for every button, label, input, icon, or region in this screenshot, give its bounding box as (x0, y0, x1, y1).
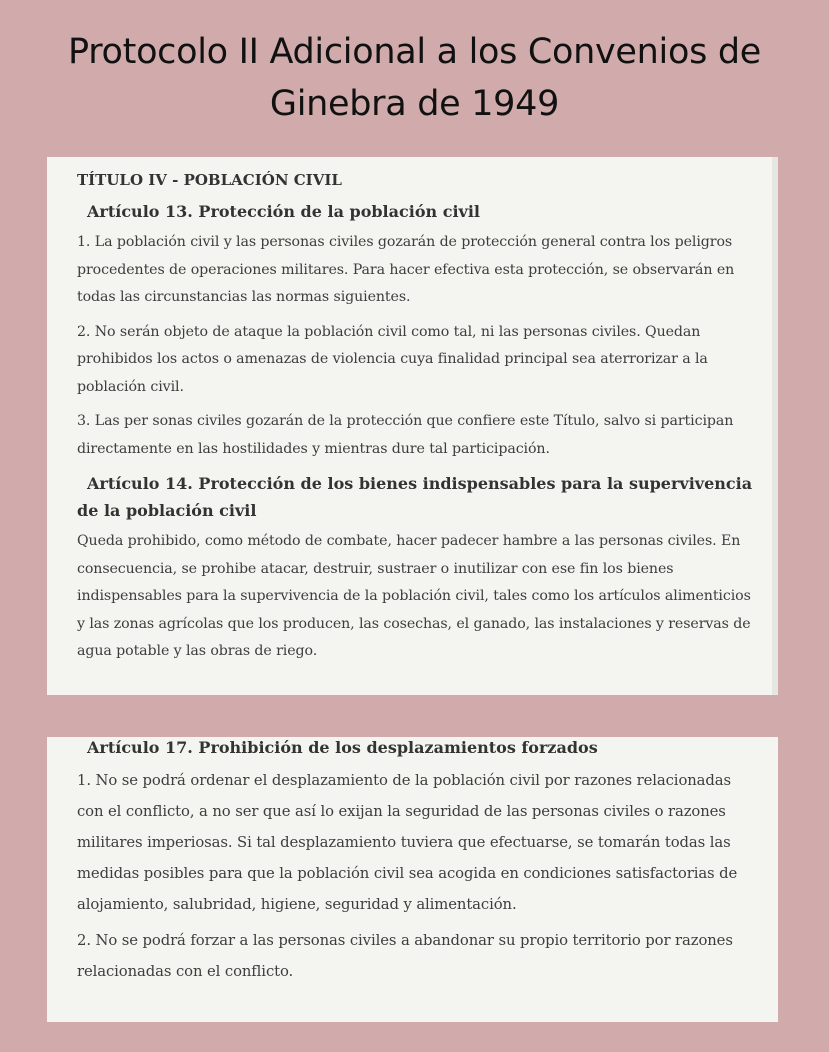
articulo-17 (77, 734, 758, 987)
titulo-iv-heading: TÍTULO IV - POBLACIÓN CIVIL (77, 171, 342, 189)
articulo-13-paragraph-3: 3. Las per sonas civiles gozarán de la protección que confiere este Título, salvo si participan directamente en las hostilidades y mientras dure tal participación. (77, 413, 734, 457)
articulo-13 (77, 198, 758, 463)
articulo-14-heading: Artículo 14. Protección de los bienes indispensables para la supervivencia de la población civil (77, 474, 753, 520)
articulo-17-paragraph-2: 2. No se podrá forzar a las personas civiles a abandonar su propio territorio por razones relacionadas con el conflicto. (77, 932, 733, 980)
articulo-17-heading: Artículo 17. Prohibición de los desplazamientos forzados (87, 738, 598, 757)
document-excerpt-panel-2 (47, 737, 778, 1022)
document-excerpt-panel-1 (47, 157, 778, 695)
articulo-13-paragraph-2: 2. No serán objeto de ataque la población civil como tal, ni las personas civiles. Quedan prohibidos los actos o amenazas de violencia cuya finalidad principal sea aterrorizar a la población civil. (77, 323, 708, 395)
articulo-13-heading: Artículo 13. Protección de la población civil (87, 202, 480, 221)
articulo-13-paragraph-1: 1. La población civil y las personas civiles gozarán de protección general contra los peligros procedentes de operaciones militares. Para hacer efectiva esta protección, se observarán en todas las circunstancias las normas siguientes. (77, 234, 735, 305)
page-title-line-2: Ginebra de 1949 (269, 84, 560, 124)
page-title-line-1: Protocolo II Adicional a los Convenios de (68, 32, 761, 72)
page-title (0, 26, 829, 130)
articulo-17-paragraph-1: 1. No se podrá ordenar el desplazamiento de la población civil por razones relacionadas con el conflicto, a no ser que así lo exijan la seguridad de las personas civiles o razones militares imperiosas. Si tal desplazamiento tuviera que efectuarse, se tomarán todas las medidas posibles para que la población civil sea acogida en condiciones satisfactorias de alojamiento, salubridad, higiene, seguridad y alimentación. (77, 772, 738, 913)
articulo-14 (77, 470, 758, 666)
articulo-14-paragraph-1: Queda prohibido, como método de combate, hacer padecer hambre a las personas civiles. En consecuencia, se prohibe atacar, destruir, sustraer o inutilizar con ese fin los bienes indispensables para la supervivencia de la población civil, tales como los artículos alimenticios y las zonas agrícolas que los producen, las cosechas, el ganado, las instalaciones y reservas de agua potable y las obras de riego. (77, 533, 751, 659)
